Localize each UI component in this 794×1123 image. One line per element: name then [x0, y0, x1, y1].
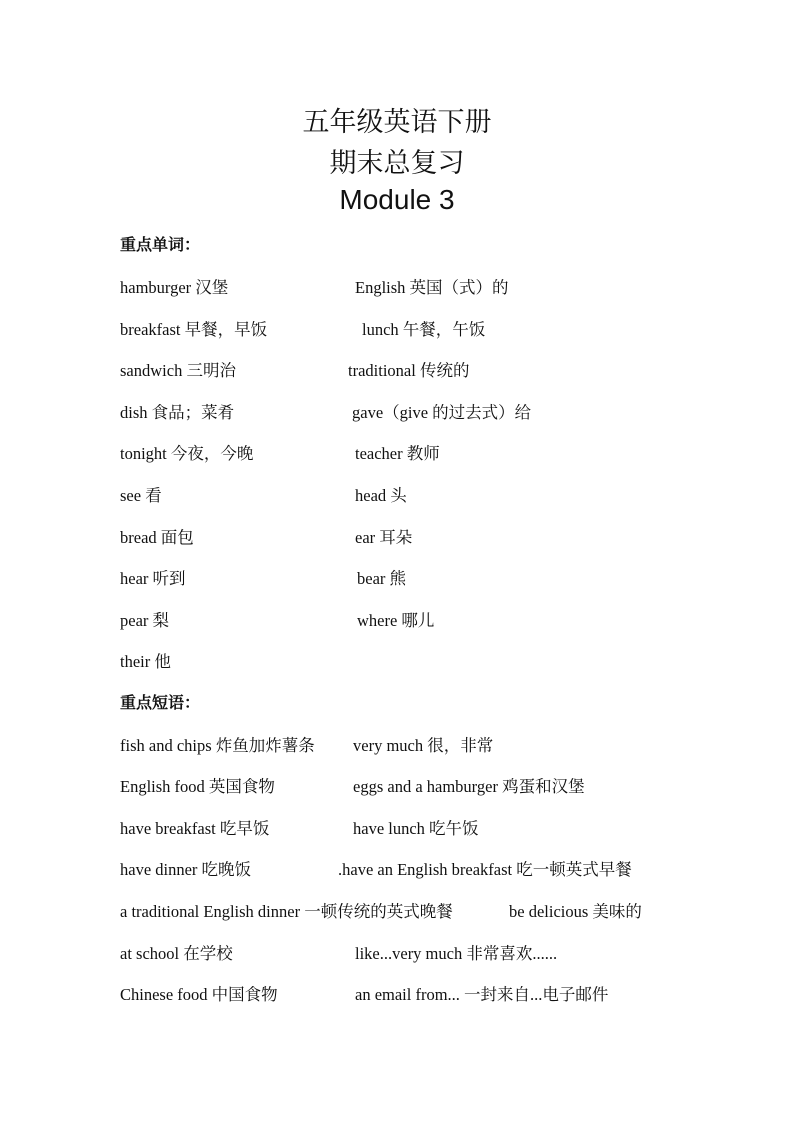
phrase-row [0, 773, 794, 797]
phrase-row [0, 898, 794, 922]
phrase-entry: .have an English breakfast 吃一顿英式早餐 [338, 860, 632, 879]
word-entry: traditional 传统的 [348, 361, 470, 380]
phrase-entry: a traditional English dinner 一顿传统的英式晚餐 [120, 902, 453, 921]
word-row [0, 565, 794, 589]
word-row [0, 607, 794, 631]
phrase-row [0, 940, 794, 964]
phrase-row [0, 981, 794, 1005]
word-entry: teacher 教师 [355, 444, 440, 463]
phrase-entry: have breakfast 吃早饭 [120, 819, 270, 838]
phrase-entry: like...very much 非常喜欢...... [355, 944, 558, 963]
phrase-entry: be delicious 美味的 [509, 902, 642, 921]
module-title: Module 3 [339, 184, 455, 215]
page-title-line1: 五年级英语下册 [302, 107, 492, 138]
word-entry: their 他 [120, 652, 171, 671]
phrase-entry: have dinner 吃晚饭 [120, 860, 252, 879]
word-row [0, 482, 794, 506]
word-row [0, 357, 794, 381]
word-row [0, 274, 794, 298]
phrase-entry: have lunch 吃午饭 [353, 819, 479, 838]
word-entry: ear 耳朵 [355, 528, 413, 547]
word-entry: tonight 今夜，今晚 [120, 444, 254, 463]
phrase-entry: at school 在学校 [120, 944, 233, 963]
word-entry: pear 梨 [120, 611, 170, 630]
phrase-row [0, 732, 794, 756]
word-entry: dish 食品；菜肴 [120, 403, 235, 422]
word-row [0, 524, 794, 548]
phrase-entry: eggs and a hamburger 鸡蛋和汉堡 [353, 777, 585, 796]
phrase-entry: very much 很，非常 [353, 736, 494, 755]
phrase-row [0, 856, 794, 880]
word-entry: gave（give 的过去式）给 [352, 403, 532, 422]
phrase-entry: Chinese food 中国食物 [120, 985, 278, 1004]
word-row [0, 440, 794, 464]
phrase-row [0, 815, 794, 839]
word-entry: see 看 [120, 486, 162, 505]
word-entry: hamburger 汉堡 [120, 278, 229, 297]
word-entry: where 哪儿 [357, 611, 435, 630]
word-entry: head 头 [355, 486, 407, 505]
word-entry: English 英国（式）的 [355, 278, 509, 297]
page-title-line2: 期末总复习 [329, 148, 465, 179]
word-row [0, 648, 794, 672]
phrases-heading: 重点短语： [120, 693, 201, 712]
word-entry: bread 面包 [120, 528, 194, 547]
word-entry: breakfast 早餐，早饭 [120, 320, 268, 339]
words-heading: 重点单词： [120, 235, 201, 254]
phrase-entry: English food 英国食物 [120, 777, 275, 796]
word-entry: sandwich 三明治 [120, 361, 236, 380]
phrase-entry: an email from... 一封来自...电子邮件 [355, 985, 609, 1004]
word-entry: lunch 午餐，午饭 [362, 320, 486, 339]
phrase-entry: fish and chips 炸鱼加炸薯条 [120, 736, 315, 755]
word-entry: hear 听到 [120, 569, 186, 588]
word-row [0, 399, 794, 423]
word-row [0, 316, 794, 340]
word-entry: bear 熊 [357, 569, 407, 588]
